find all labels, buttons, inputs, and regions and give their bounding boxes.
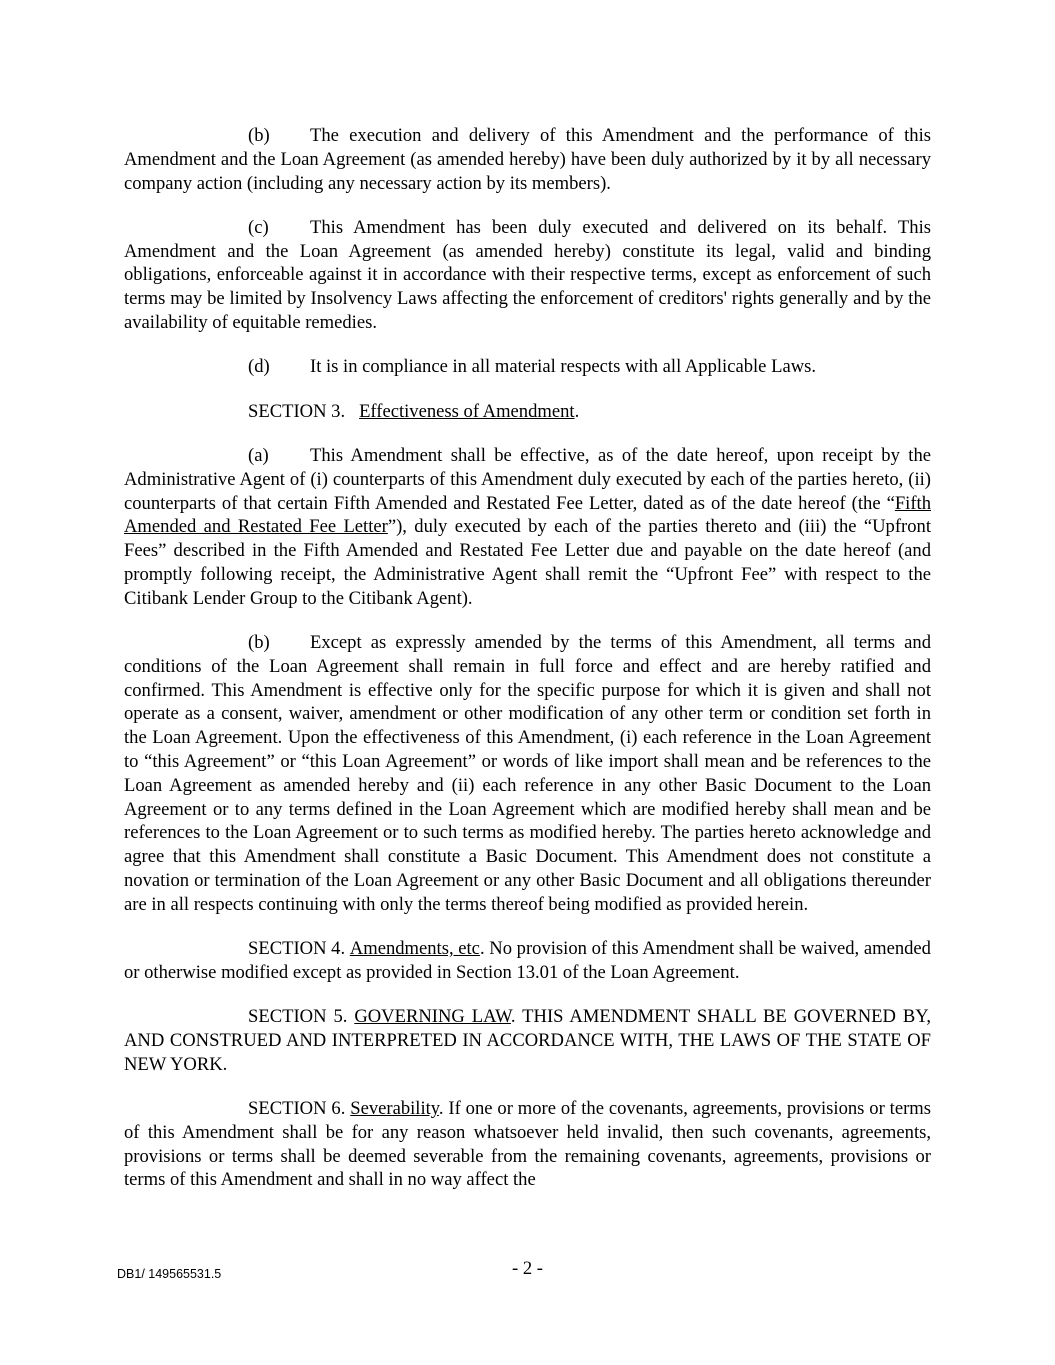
- section-title: GOVERNING LAW: [354, 1006, 511, 1028]
- page-number: - 2 -: [512, 1258, 543, 1279]
- paragraph-label: (b): [248, 125, 270, 146]
- paragraph-label: (b): [248, 632, 270, 654]
- paragraph-c-execution: [124, 216, 931, 335]
- paragraph-b-ratification: [124, 631, 931, 917]
- section-number: SECTION 3.: [248, 400, 346, 422]
- paragraph-text: Except as expressly amended by the terms of this Amendment, all terms and conditions of the Loan Agreement shall remain in full force and effect and are hereby ratified and confirmed. This Amendment is effective only for the specific purpose for which it is given and shall not operate as a consent, waiver, amendment or other modification of any other term or condition set forth in the Loan Agreement. Upon the effectiveness of this Amendment, (i) each reference in the Loan Agreement to “this Agreement” or “this Loan Agreement” or words of like import shall mean and be references to the Loan Agreement as amended hereby and (ii) each reference in any other Basic Document to the Loan Agreement or to any terms defined in the Loan Agreement which are modified hereby shall mean and be references to the Loan Agreement or to such terms as modified hereby. The parties hereto acknowledge and agree that this Amendment shall constitute a Basic Document. This Amendment does not constitute a novation or termination of the Loan Agreement or any other Basic Document and all obligations thereunder are in all respects continuing with only the terms thereof being modified as provided herein.: [124, 632, 931, 915]
- paragraph-label: (d): [248, 356, 270, 378]
- section-6-severability: [124, 1097, 931, 1192]
- paragraph-b-authorization: [124, 124, 931, 195]
- defined-term: Fifth Amended and Restated Fee Letter: [124, 492, 931, 538]
- section-text: . THIS AMENDMENT SHALL BE GOVERNED BY, AND CONSTRUED AND INTERPRETED IN ACCORDANCE WITH, THE LAWS OF THE STATE OF NEW YORK.: [124, 1006, 931, 1075]
- paragraph-text: It is in compliance in all material respects with all Applicable Laws.: [310, 356, 817, 378]
- paragraph-text: This Amendment has been duly executed and delivered on its behalf. This Amendment and the Loan Agreement (as amended hereby) constitute its legal, valid and binding obligations, enforceable against it in accordance with their respective terms, except as enforcement of such terms may be limited by Insolvency Laws affecting the enforcement of creditors' rights generally and by the availability of equitable remedies.: [124, 216, 931, 334]
- paragraph-text: The execution and delivery of this Amendment and the performance of this Amendment and the Loan Agreement (as amended hereby) have been duly authorized by it by all necessary company action (including any necessary action by its members).: [124, 125, 931, 194]
- paragraph-d-compliance: [124, 355, 931, 379]
- paragraph-a-effectiveness: [124, 444, 931, 611]
- section-number: SECTION 4.: [248, 938, 346, 960]
- section-title: Effectiveness of Amendment: [359, 400, 575, 422]
- section-number: SECTION 5.: [248, 1006, 348, 1028]
- section-text: . If one or more of the covenants, agreements, provisions or terms of this Amendment shall be for any reason whatsoever held invalid, then such covenants, agreements, provisions or terms shall be deemed severable from the remaining covenants, agreements, provisions or terms of this Amendment and shall in no way affect the: [124, 1098, 931, 1191]
- document-page: [124, 124, 931, 1213]
- paragraph-label: (a): [248, 444, 269, 466]
- section-title: Severability: [350, 1098, 439, 1120]
- section-4-amendments: [124, 937, 931, 985]
- section-number: SECTION 6.: [248, 1098, 346, 1120]
- section-title: Amendments, etc: [349, 938, 480, 960]
- paragraph-label: (c): [248, 216, 269, 238]
- paragraph-text-continued: ”), duly executed by each of the parties thereto and (iii) the “Upfront Fees” described in the Fifth Amended and Restated Fee Letter due and payable on the date hereof (and promptly following receipt, the Administrative Agent shall remit the “Upfront Fee” with respect to the Citibank Lender Group to the Citibank Agent).: [124, 516, 931, 609]
- section-3-heading: [124, 400, 931, 424]
- section-text: . No provision of this Amendment shall be waived, amended or otherwise modified except as provided in Section 13.01 of the Loan Agreement.: [124, 938, 931, 983]
- section-5-governing-law: [124, 1005, 931, 1076]
- document-id: DB1/ 149565531.5: [117, 1267, 222, 1281]
- section-title-end: .: [574, 400, 580, 422]
- paragraph-text: This Amendment shall be effective, as of the date hereof, upon receipt by the Administrative Agent of (i) counterparts of this Amendment duly executed by each of the parties hereto, (ii) counterparts of that certain Fifth Amended and Restated Fee Letter, dated as of the date hereof (the “: [124, 444, 931, 514]
